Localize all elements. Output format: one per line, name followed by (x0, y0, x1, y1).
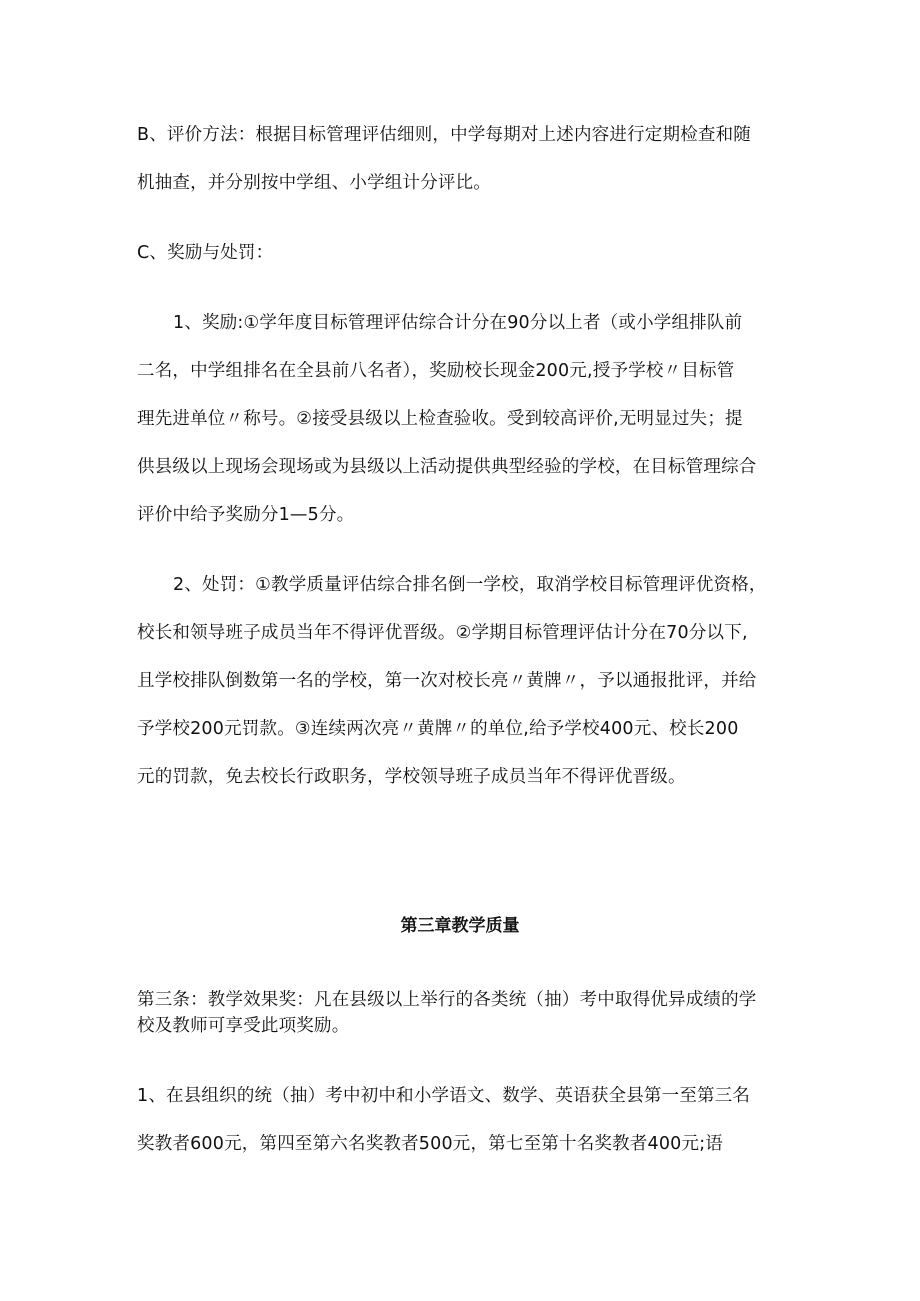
article-3-line-1: 第三条：教学效果奖：凡在县级以上举行的各类统（抽）考中取得优异成绩的学 (137, 990, 757, 1010)
section-b-line-1: B、评价方法：根据目标管理评估细则，中学每期对上述内容进行定期检查和随 (137, 125, 752, 145)
chapter-3-heading: 第三章教学质量 (400, 916, 520, 936)
section-c-title: C、奖励与处罚： (137, 243, 274, 263)
penalty-line-3: 且学校排队倒数第一名的学校，第一次对校长亮〃黄牌〃，予以通报批评，并给 (137, 671, 757, 691)
reward-line-3: 理先进单位〃称号。②接受县级以上检查验收。受到较高评价,无明显过失；提 (137, 409, 743, 429)
article-3-line-2: 校及教师可享受此项奖励。 (137, 1016, 350, 1036)
reward-line-1: 1、奖励:①学年度目标管理评估综合计分在90分以上者（或小学组排队前 (173, 313, 743, 333)
item-1-line-2: 奖教者600元，第四至第六名奖教者500元，第七至第十名奖教者400元;语 (137, 1134, 724, 1154)
penalty-line-5: 元的罚款，免去校长行政职务，学校领导班子成员当年不得评优晋级。 (137, 767, 686, 787)
reward-line-2: 二名，中学组排名在全县前八名者），奖励校长现金200元,授予学校〃目标管 (137, 361, 735, 381)
penalty-line-4: 予学校200元罚款。③连续两次亮〃黄牌〃的单位,给予学校400元、校长200 (137, 719, 739, 739)
item-1-line-1: 1、在县组织的统（抽）考中初中和小学语文、数学、英语获全县第一至第三名 (137, 1086, 751, 1106)
penalty-line-1: 2、处罚：①教学质量评估综合排名倒一学校，取消学校目标管理评优资格， (173, 575, 767, 595)
penalty-line-2: 校长和领导班子成员当年不得评优晋级。②学期目标管理评估计分在70分以下, (137, 623, 748, 643)
reward-line-4: 供县级以上现场会现场或为县级以上活动提供典型经验的学校，在目标管理综合 (137, 457, 757, 477)
section-b-line-2: 机抽查，并分别按中学组、小学组计分评比。 (137, 173, 491, 193)
reward-line-5: 评价中给予奖励分1—5分。 (137, 505, 355, 525)
